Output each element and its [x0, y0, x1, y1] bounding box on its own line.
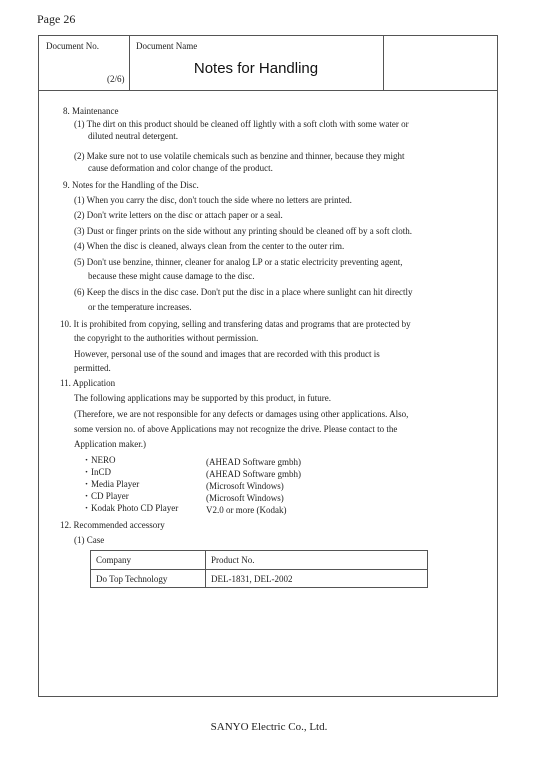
section-12-item-1: (1) Case [74, 535, 105, 545]
section-9-item-2: (2) Don't write letters on the disc or attach paper or a seal. [74, 210, 283, 220]
page-number: Page 26 [37, 12, 76, 26]
doc-no-cell [39, 36, 130, 90]
section-9-item-3: (3) Dust or finger prints on the side without any printing should be cleaned off by a soft cloth. [74, 226, 413, 236]
app-vendor: (AHEAD Software gmbh) [206, 469, 301, 479]
app-vendor: V2.0 or more (Kodak) [206, 505, 287, 515]
accessory-table [90, 550, 428, 588]
section-8-item-1: (1) The dirt on this product should be cleaned off lightly with a soft cloth with some water or [74, 119, 409, 129]
app-name: ・InCD [82, 467, 111, 477]
section-11-line-1: The following applications may be supported by this product, in future. [74, 393, 331, 403]
app-vendor: (Microsoft Windows) [206, 481, 284, 491]
section-8-item-2: (2) Make sure not to use volatile chemicals such as benzine and thinner, because they might [74, 151, 405, 161]
section-11-heading: 11. Application [60, 378, 116, 388]
table-header-cell: Product No. [206, 551, 428, 570]
section-8-item-1-cont: diluted neutral detergent. [88, 131, 179, 141]
section-11-line-2: (Therefore, we are not responsible for any defects or damages using other applications. Also, [74, 409, 409, 419]
table-cell: Do Top Technology [91, 570, 206, 588]
section-11-line-4: Application maker.) [74, 439, 146, 449]
section-9-item-6-cont: or the temperature increases. [88, 302, 192, 312]
section-11-line-3: some version no. of above Applications may not recognize the drive. Please contact to the [74, 424, 398, 434]
section-8-heading: 8. Maintenance [63, 106, 119, 116]
footer-company: SANYO Electric Co., Ltd. [210, 721, 328, 733]
table-header-cell: Company [91, 551, 206, 570]
table-row [91, 570, 428, 588]
section-10-line-2: the copyright to the authorities without permission. [74, 333, 259, 343]
section-9-item-6: (6) Keep the discs in the disc case. Don't put the disc in a place where sunlight can hit directly [74, 287, 413, 297]
document-title: Notes for Handling [193, 60, 319, 77]
section-10-line-3: However, personal use of the sound and images that are recorded with this product is [74, 349, 380, 359]
section-9-item-1: (1) When you carry the disc, don't touch the side where no letters are printed. [74, 195, 352, 205]
app-name: ・NERO [82, 455, 116, 465]
doc-name-cell [129, 36, 384, 90]
section-9-item-5-cont: because these might cause damage to the disc. [88, 271, 255, 281]
document-header [39, 36, 497, 91]
doc-no-label: Document No. [46, 41, 99, 51]
section-10-line-1: 10. It is prohibited from copying, selling and transfering datas and programs that are protected by [60, 319, 411, 329]
app-name: ・Kodak Photo CD Player [82, 503, 179, 513]
app-vendor: (Microsoft Windows) [206, 493, 284, 503]
section-9-item-4: (4) When the disc is cleaned, always clean from the center to the outer rim. [74, 241, 345, 251]
section-8-item-2-cont: cause deformation and color change of the product. [88, 163, 273, 173]
section-9-item-5: (5) Don't use benzine, thinner, cleaner for analog LP or a static electricity preventing agent, [74, 257, 403, 267]
section-12-heading: 12. Recommended accessory [60, 520, 165, 530]
table-header-row [91, 551, 428, 570]
doc-name-label: Document Name [136, 41, 198, 51]
section-10-line-4: permitted. [74, 363, 111, 373]
app-vendor: (AHEAD Software gmbh) [206, 457, 301, 467]
app-name: ・CD Player [82, 491, 129, 501]
app-name: ・Media Player [82, 479, 140, 489]
section-9-heading: 9. Notes for the Handling of the Disc. [63, 180, 199, 190]
table-cell: DEL-1831, DEL-2002 [206, 570, 428, 588]
doc-no-part: (2/6) [107, 74, 125, 84]
